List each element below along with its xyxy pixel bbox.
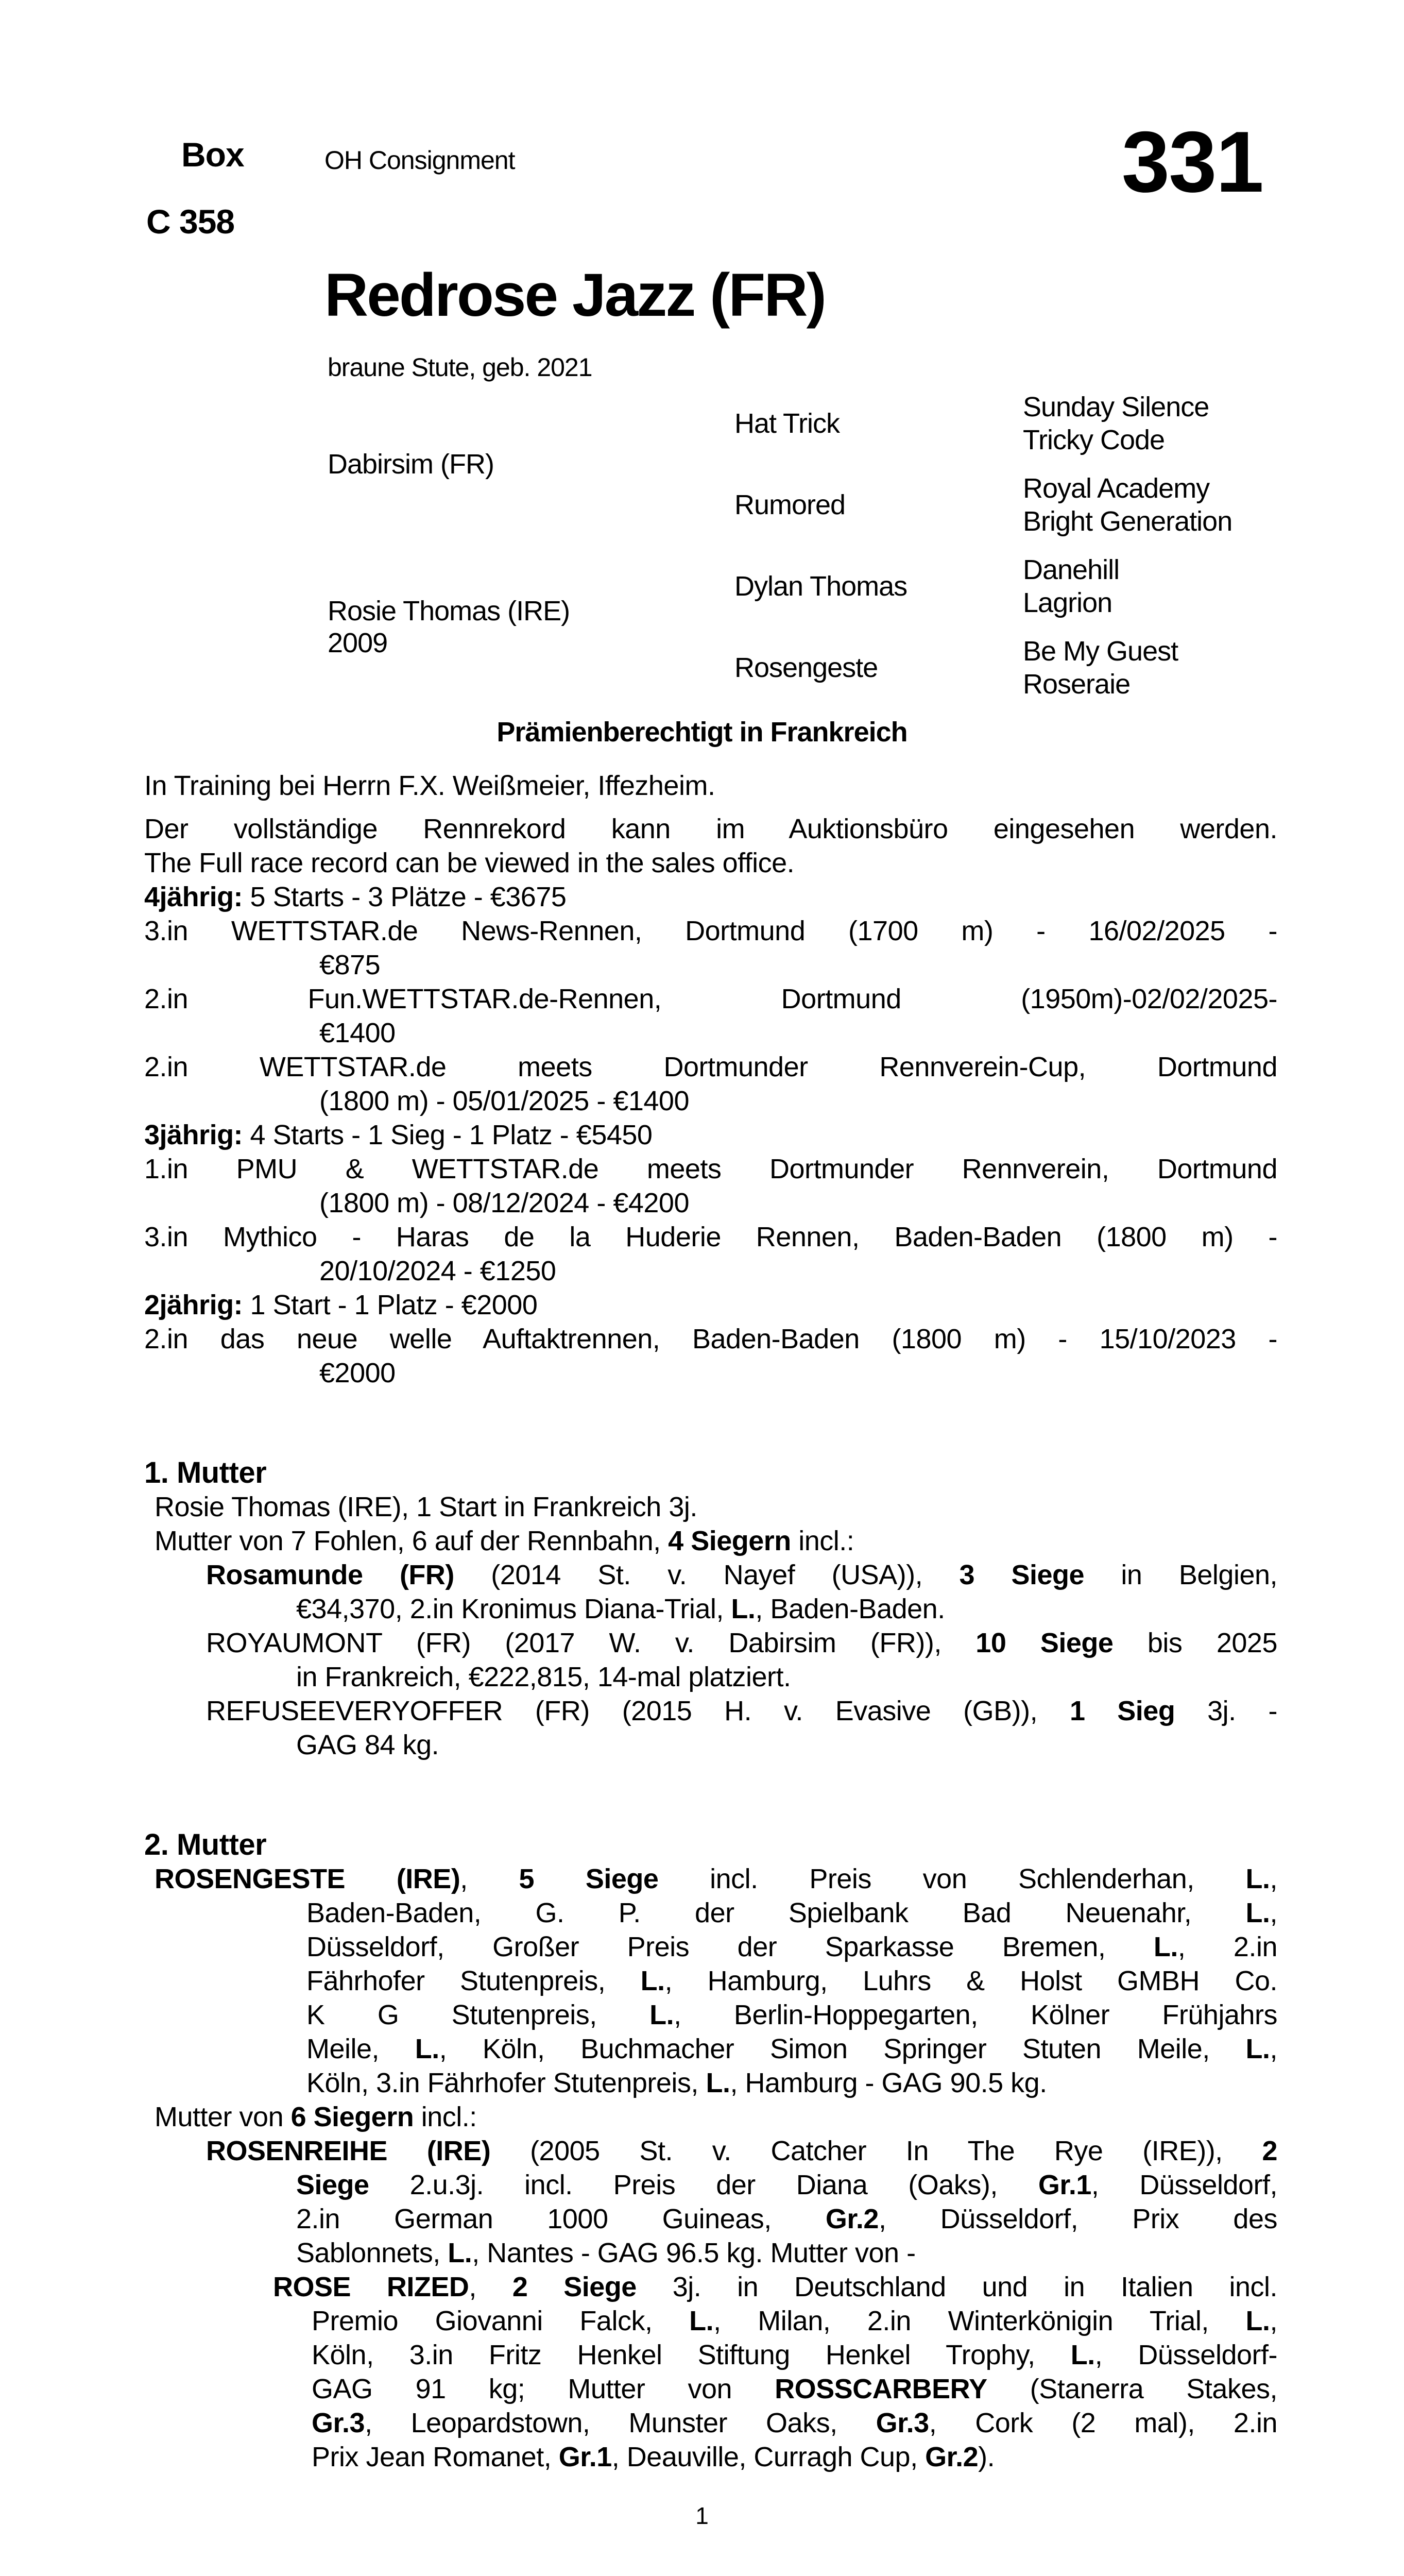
- bold-text: L.: [689, 2306, 714, 2336]
- text-line: [144, 1254, 1277, 1288]
- text: Rosie Thomas (IRE), 1 Start in Frankreich 3j.: [155, 1492, 697, 1522]
- section-race-record: [144, 812, 1277, 1390]
- bold-text: Gr.2: [925, 2442, 979, 2472]
- text: 2.in German 1000 Guineas,: [296, 2204, 826, 2234]
- text-line: [144, 812, 1277, 846]
- granddam-name: Tricky Code: [1023, 425, 1165, 455]
- text: , Leopardstown, Munster Oaks,: [365, 2408, 876, 2438]
- bold-text: L.: [1245, 2033, 1270, 2064]
- bold-text: L.: [640, 1965, 665, 1996]
- text-line: [144, 2338, 1277, 2372]
- text-line: [144, 880, 1277, 914]
- text-line: [144, 1930, 1277, 1964]
- text: , Deauville, Curragh Cup,: [611, 2442, 926, 2472]
- text-line: [144, 2440, 1277, 2474]
- dam-name: Rosie Thomas (IRE): [328, 596, 570, 626]
- bold-text: Gr.2: [825, 2204, 879, 2234]
- text: Düsseldorf, Großer Preis der Sparkasse Bremen,: [306, 1931, 1154, 1962]
- sire-name: Dabirsim (FR): [328, 449, 494, 480]
- text-line: [144, 1998, 1277, 2032]
- text: ,: [1270, 1863, 1277, 1894]
- dam-sire-name: Dylan Thomas: [734, 571, 908, 602]
- text: Mutter von: [155, 2102, 291, 2132]
- text: , Hamburg, Luhrs & Holst GMBH Co.: [664, 1965, 1277, 1996]
- text-line: [144, 1118, 1277, 1152]
- text: 2.in das neue welle Auftaktrennen, Baden-Baden (1800 m) - 15/10/2023 -: [144, 1324, 1277, 1354]
- bold-text: L.: [1245, 1897, 1270, 1928]
- text: 1 Start - 1 Platz - €2000: [243, 1290, 538, 1320]
- bold-text: L.: [731, 1594, 756, 1624]
- text: , Berlin-Hoppegarten, Kölner Frühjahrs: [674, 1999, 1278, 2030]
- sire-dam-name: Rumored: [734, 489, 846, 520]
- text: 3.in Mythico - Haras de la Huderie Rennen, Baden-Baden (1800 m) -: [144, 1222, 1277, 1252]
- text: , Düsseldorf,: [1091, 2170, 1277, 2200]
- text: 2.in Fun.WETTSTAR.de-Rennen, Dortmund (1950m)-02/02/2025-: [144, 984, 1277, 1014]
- text: Meile,: [306, 2033, 415, 2064]
- text-line: [144, 1896, 1277, 1930]
- granddam-name: Roseraie: [1023, 669, 1131, 700]
- bold-text: Gr.1: [1038, 2170, 1091, 2200]
- text: incl.:: [414, 2102, 477, 2132]
- bold-text: L.: [1245, 2306, 1270, 2336]
- box-number: C 358: [146, 202, 235, 241]
- text-line: [144, 2406, 1277, 2440]
- text: 1.in PMU & WETTSTAR.de meets Dortmunder Rennverein, Dortmund: [144, 1154, 1277, 1184]
- text: In Training bei Herrn F.X. Weißmeier, Iffezheim.: [144, 770, 715, 801]
- text: 3j. in Deutschland und in Italien incl.: [636, 2272, 1277, 2302]
- text-line: [144, 1558, 1277, 1592]
- sire-block: [328, 391, 1277, 538]
- text: ROYAUMONT (FR) (2017 W. v. Dabirsim (FR)),: [206, 1628, 976, 1658]
- text: ,: [1270, 1897, 1277, 1928]
- text-line: [144, 1016, 1277, 1050]
- text: bis 2025: [1113, 1628, 1277, 1658]
- text: ,: [1270, 2306, 1277, 2336]
- catalog-text: [144, 769, 1277, 2474]
- text: ,: [1270, 2033, 1277, 2064]
- bold-text: Gr.1: [558, 2442, 612, 2472]
- text: Der vollständige Rennrekord kann im Auktionsbüro eingesehen werden.: [144, 814, 1277, 844]
- bold-text: 2jährig:: [144, 1290, 243, 1320]
- bold-text: 4jährig:: [144, 882, 243, 912]
- text: in Frankreich, €222,815, 14-mal platziert.: [296, 1662, 791, 1692]
- text: Baden-Baden, G. P. der Spielbank Bad Neuenahr,: [306, 1897, 1246, 1928]
- grandsire-name: Royal Academy: [1023, 473, 1210, 504]
- lot-number: 331: [1121, 113, 1263, 210]
- text: 2.in WETTSTAR.de meets Dortmunder Rennverein-Cup, Dortmund: [144, 1052, 1277, 1082]
- text-line: [144, 2100, 1277, 2134]
- text: , Hamburg - GAG 90.5 kg.: [730, 2067, 1047, 2098]
- bold-text: Gr.3: [312, 2408, 365, 2438]
- bold-text: L.: [448, 2238, 472, 2268]
- text: 5 Starts - 3 Plätze - €3675: [243, 882, 567, 912]
- text: (Stanerra Stakes,: [987, 2374, 1277, 2404]
- text-line: [144, 2066, 1277, 2100]
- text: , Düsseldorf-: [1094, 2340, 1277, 2370]
- text-line: [144, 846, 1277, 880]
- premium-note: Prämienberechtigt in Frankreich: [496, 717, 908, 748]
- bold-text: 6 Siegern: [290, 2102, 414, 2132]
- text-line: [144, 982, 1277, 1016]
- bold-text: 3jährig:: [144, 1120, 243, 1150]
- bold-text: 1. Mutter: [144, 1456, 267, 1489]
- text: , Düsseldorf, Prix des: [878, 2204, 1277, 2234]
- text-line: [144, 1728, 1277, 1762]
- text: Köln, 3.in Fritz Henkel Stiftung Henkel Trophy,: [312, 2340, 1071, 2370]
- text-line: [144, 2270, 1277, 2304]
- text-line: [144, 1186, 1277, 1220]
- text-line: [144, 948, 1277, 982]
- granddam-name: Bright Generation: [1023, 506, 1232, 537]
- text: (1800 m) - 08/12/2024 - €4200: [319, 1188, 689, 1218]
- bold-text: Siege: [296, 2170, 369, 2200]
- text-line: [144, 2202, 1277, 2236]
- text: Premio Giovanni Falck,: [312, 2306, 690, 2336]
- text: in Belgien,: [1084, 1560, 1278, 1590]
- text-line: [144, 1356, 1277, 1390]
- text-line: [144, 1626, 1277, 1660]
- text-line: [144, 2168, 1277, 2202]
- dam-dam-name: Rosengeste: [734, 652, 878, 683]
- section-first-dam: [144, 1456, 1277, 1762]
- text: (1800 m) - 05/01/2025 - €1400: [319, 1086, 689, 1116]
- bold-text: L.: [1153, 1931, 1178, 1962]
- text: (2005 St. v. Catcher In The Rye (IRE)),: [490, 2136, 1262, 2166]
- bold-text: ROSENREIHE (IRE): [206, 2136, 491, 2166]
- text: €1400: [319, 1018, 396, 1048]
- bold-text: 1 Sieg: [1069, 1696, 1175, 1726]
- text: Sablonnets,: [296, 2238, 448, 2268]
- text-line: [144, 2372, 1277, 2406]
- horse-description: braune Stute, geb. 2021: [328, 353, 592, 382]
- text: Mutter von 7 Fohlen, 6 auf der Rennbahn,: [155, 1526, 669, 1556]
- text-line: [144, 1592, 1277, 1626]
- granddam-name: Lagrion: [1023, 587, 1112, 618]
- text: , Nantes - GAG 96.5 kg. Mutter von -: [472, 2238, 916, 2268]
- bold-text: 4 Siegern: [668, 1526, 791, 1556]
- page-number: 1: [695, 2502, 709, 2529]
- bold-text: Gr.3: [876, 2408, 929, 2438]
- text-line: [144, 1524, 1277, 1558]
- bold-text: L.: [649, 1999, 674, 2030]
- bold-text: L.: [706, 2067, 730, 2098]
- text: 3j. -: [1175, 1696, 1277, 1726]
- text-line: [144, 1050, 1277, 1084]
- consignor-name: OH Consignment: [324, 146, 515, 175]
- text: ,: [469, 2272, 512, 2302]
- text: (2014 St. v. Nayef (USA)),: [454, 1560, 960, 1590]
- text-line: [144, 1084, 1277, 1118]
- text-line: [144, 1152, 1277, 1186]
- text: €34,370, 2.in Kronimus Diana-Trial,: [296, 1594, 731, 1624]
- text: , Baden-Baden.: [755, 1594, 945, 1624]
- bold-text: ROSENGESTE (IRE): [155, 1863, 460, 1894]
- text: GAG 84 kg.: [296, 1730, 439, 1760]
- bold-text: 10 Siege: [975, 1628, 1114, 1658]
- text: incl.:: [791, 1526, 854, 1556]
- text-line: [144, 1490, 1277, 1524]
- bold-text: 2: [1262, 2136, 1277, 2166]
- text: The Full race record can be viewed in the sales office.: [144, 848, 795, 878]
- bold-text: L.: [415, 2033, 439, 2064]
- text: Prix Jean Romanet,: [312, 2442, 559, 2472]
- bold-text: 2 Siege: [512, 2272, 637, 2302]
- grandsire-name: Sunday Silence: [1023, 392, 1209, 422]
- bold-text: ROSSCARBERY: [775, 2374, 987, 2404]
- text: , Cork (2 mal), 2.in: [929, 2408, 1277, 2438]
- text-line: [144, 1660, 1277, 1694]
- text: , Milan, 2.in Winterkönigin Trial,: [713, 2306, 1246, 2336]
- section-training: [144, 769, 1277, 803]
- dam-year: 2009: [328, 628, 388, 658]
- text: GAG 91 kg; Mutter von: [312, 2374, 775, 2404]
- text: 3.in WETTSTAR.de News-Rennen, Dortmund (1700 m) - 16/02/2025 -: [144, 916, 1277, 946]
- bold-text: Rosamunde (FR): [206, 1560, 454, 1590]
- text: €2000: [319, 1358, 396, 1388]
- text-line: [144, 2032, 1277, 2066]
- text-line: [144, 2304, 1277, 2338]
- text-line: [144, 1862, 1277, 1896]
- text: 2.u.3j. incl. Preis der Diana (Oaks),: [369, 2170, 1038, 2200]
- bold-text: L.: [1245, 1863, 1270, 1894]
- text-line: [144, 1964, 1277, 1998]
- section-heading: [144, 1456, 1277, 1490]
- text: ).: [978, 2442, 995, 2472]
- text: K G Stutenpreis,: [306, 1999, 650, 2030]
- text: REFUSEEVERYOFFER (FR) (2015 H. v. Evasive (GB)),: [206, 1696, 1070, 1726]
- text: 4 Starts - 1 Sieg - 1 Platz - €5450: [243, 1120, 653, 1150]
- text: incl. Preis von Schlenderhan,: [658, 1863, 1246, 1894]
- grandsire-name: Danehill: [1023, 554, 1120, 585]
- text-line: [144, 2134, 1277, 2168]
- box-label: Box: [181, 135, 244, 174]
- text-line: [144, 1694, 1277, 1728]
- text: €875: [319, 950, 381, 980]
- text-line: [144, 1322, 1277, 1356]
- text: Köln, 3.in Fährhofer Stutenpreis,: [306, 2067, 706, 2098]
- grandsire-name: Be My Guest: [1023, 636, 1178, 667]
- text-line: [144, 769, 1277, 803]
- text-line: [144, 1288, 1277, 1322]
- text: , Köln, Buchmacher Simon Springer Stuten Meile,: [439, 2033, 1246, 2064]
- bold-text: 5 Siege: [519, 1863, 659, 1894]
- section-second-dam: [144, 1828, 1277, 2474]
- text: , 2.in: [1177, 1931, 1277, 1962]
- text-line: [144, 2236, 1277, 2270]
- pedigree-table: [328, 391, 1277, 716]
- bold-text: ROSE RIZED: [273, 2272, 469, 2302]
- bold-text: 2. Mutter: [144, 1828, 267, 1861]
- text: Fährhofer Stutenpreis,: [306, 1965, 641, 1996]
- dam-block: [328, 553, 1277, 701]
- text-line: [144, 1220, 1277, 1254]
- horse-name-title: Redrose Jazz (FR): [324, 261, 825, 329]
- section-heading: [144, 1828, 1277, 1862]
- sire-sire-name: Hat Trick: [734, 408, 840, 439]
- text: 20/10/2024 - €1250: [319, 1256, 556, 1286]
- bold-text: 3 Siege: [959, 1560, 1085, 1590]
- text: ,: [460, 1863, 519, 1894]
- bold-text: L.: [1070, 2340, 1095, 2370]
- text-line: [144, 914, 1277, 948]
